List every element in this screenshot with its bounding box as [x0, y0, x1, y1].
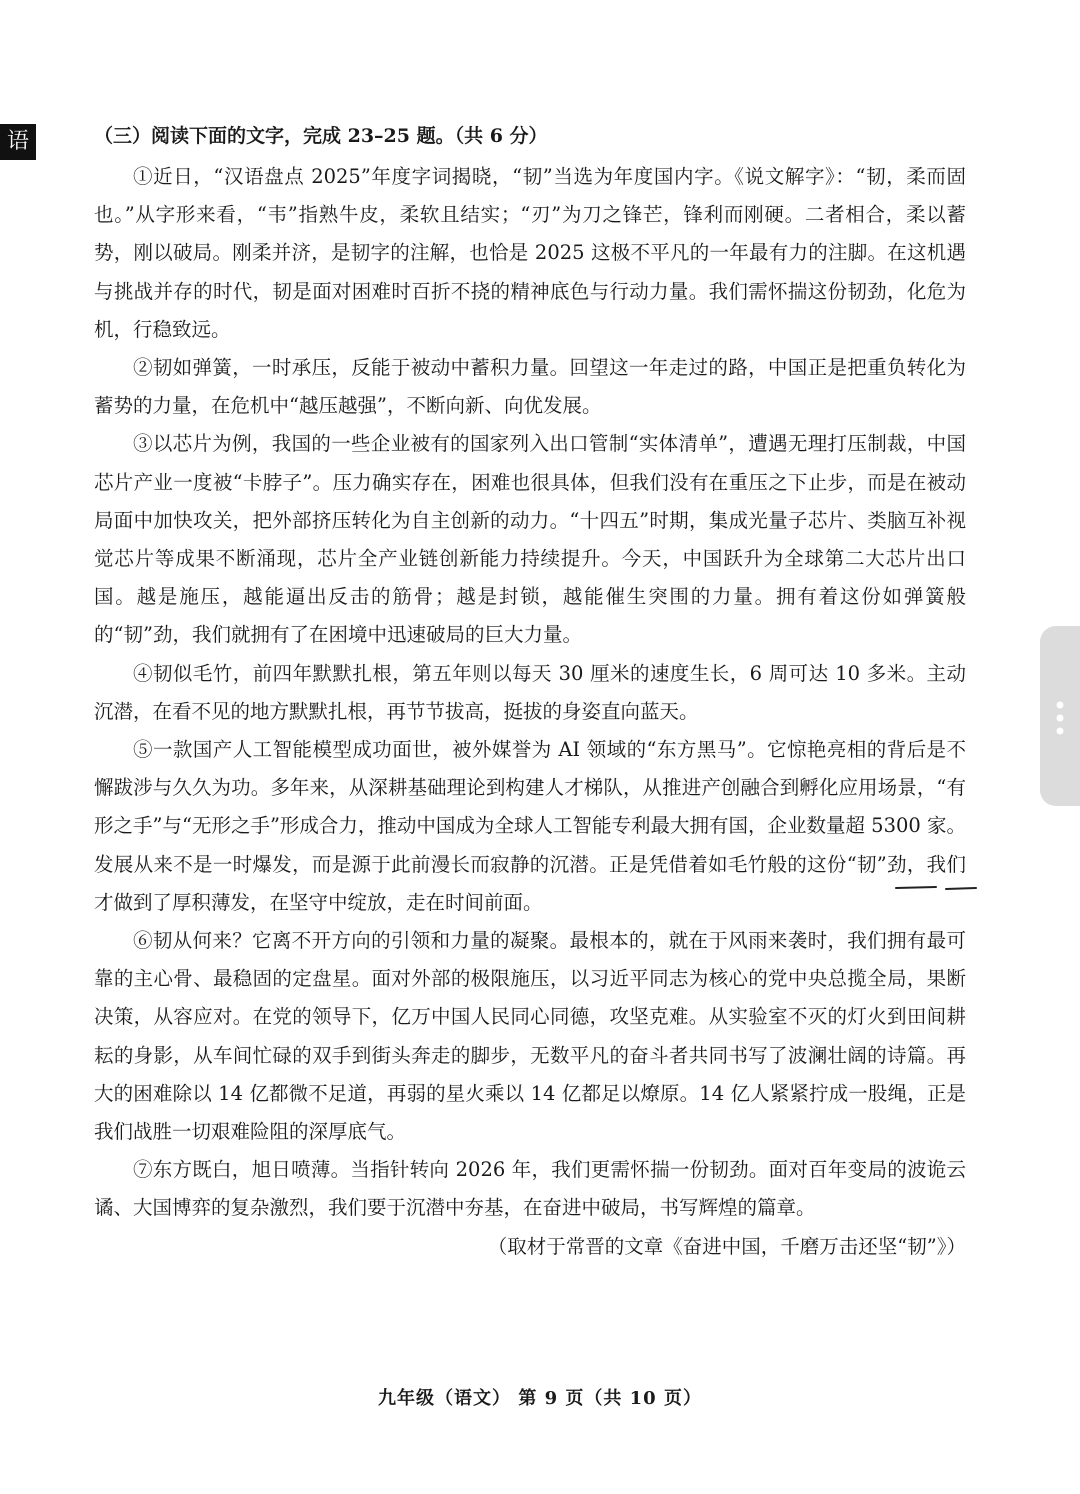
paragraph-2: ②韧如弹簧，一时承压，反能于被动中蓄积力量。回望这一年走过的路，中国正是把重负转化为蓄势的力量，在危机中“越压越强”，不断向新、向优发展。: [94, 356, 966, 418]
paragraph-5: ⑤一款国产人工智能模型成功面世，被外媒誉为 AI 领域的“东方黑马”。它惊艳亮相的背后是不懈跋涉与久久为功。多年来，从深耕基础理论到构建人才梯队，从推进产创融合到孵化应用场景，“有形之手”与“无形之手”形成合力，推动中国成为全球人工智能专利最大拥有国，企业数量超 5300 家。发展从来不是一时爆发，而是源于此前漫长而寂静的沉潜。正是凭借着如毛竹般的这份“韧”劲，我们才做到了厚积薄发，在坚守中绽放，走在时间前面。: [94, 738, 966, 914]
paragraph-4: ④韧似毛竹，前四年默默扎根，第五年则以每天 30 厘米的速度生长，6 周可达 10 多米。主动沉潜，在看不见的地方默默扎根，再节节拔高，挺拔的身姿直向蓝天。: [94, 661, 966, 723]
reading-passage: [94, 118, 966, 1266]
section-title: （三）阅读下面的文字，完成 23–25 题。（共 6 分）: [94, 125, 548, 147]
pen-underline-marks: [880, 880, 980, 900]
paragraph-7: ⑦东方既白，旭日喷薄。当指针转向 2026 年，我们更需怀揣一份韧劲。面对百年变局的波诡云谲、大国博弈的复杂激烈，我们要于沉潜中夯基，在奋进中破局，书写辉煌的篇章。: [94, 1158, 966, 1220]
side-panel-handle[interactable]: [1040, 626, 1080, 806]
paragraph-1: ①近日，“汉语盘点 2025”年度字词揭晓，“韧”当选为年度国内字。《说文解字》：“韧，柔而固也。”从字形来看，“韦”指熟牛皮，柔软且结实；“刃”为刀之锋芒，锋利而刚硬。二者相合，柔以蓄势，刚以破局。刚柔并济，是韧字的注解，也恰是 2025 这极不平凡的一年最有力的注脚。在这机遇与挑战并存的时代，韧是面对困难时百折不挠的精神底色与行动力量。我们需怀揣这份韧劲，化危为机，行稳致远。: [94, 165, 966, 341]
page-footer: 九年级（语文） 第 9 页（共 10 页）: [378, 1388, 702, 1409]
paragraph-6: ⑥韧从何来？它离不开方向的引领和力量的凝聚。最根本的，就在于风雨来袭时，我们拥有最可靠的主心骨、最稳固的定盘星。面对外部的极限施压，以习近平同志为核心的党中央总揽全局，果断决策，从容应对。在党的领导下，亿万中国人民同心同德，攻坚克难。从实验室不灭的灯火到田间耕耘的身影，从车间忙碌的双手到街头奔走的脚步，无数平凡的奋斗者共同书写了波澜壮阔的诗篇。再大的困难除以 14 亿都微不足道，再弱的星火乘以 14 亿都足以燎原。14 亿人紧紧拧成一股绳，正是我们战胜一切艰难险阻的深厚底气。: [94, 929, 966, 1144]
source-note: （取材于常晋的文章《奋进中国，千磨万击还坚“韧”》）: [487, 1234, 966, 1258]
subject-tab: 语: [0, 124, 36, 160]
paragraph-3: ③以芯片为例，我国的一些企业被有的国家列入出口管制“实体清单”，遭遇无理打压制裁，中国芯片产业一度被“卡脖子”。压力确实存在，困难也很具体，但我们没有在重压之下止步，而是在被动局面中加快攻关，把外部挤压转化为自主创新的动力。“十四五”时期，集成光量子芯片、类脑互补视觉芯片等成果不断涌现，芯片全产业链创新能力持续提升。今天，中国跃升为全球第二大芯片出口国。越是施压，越能逼出反击的筋骨；越是封锁，越能催生突围的力量。拥有着这份如弹簧般的“韧”劲，我们就拥有了在困境中迅速破局的巨大力量。: [94, 432, 966, 647]
more-vertical-icon: [1055, 700, 1065, 736]
